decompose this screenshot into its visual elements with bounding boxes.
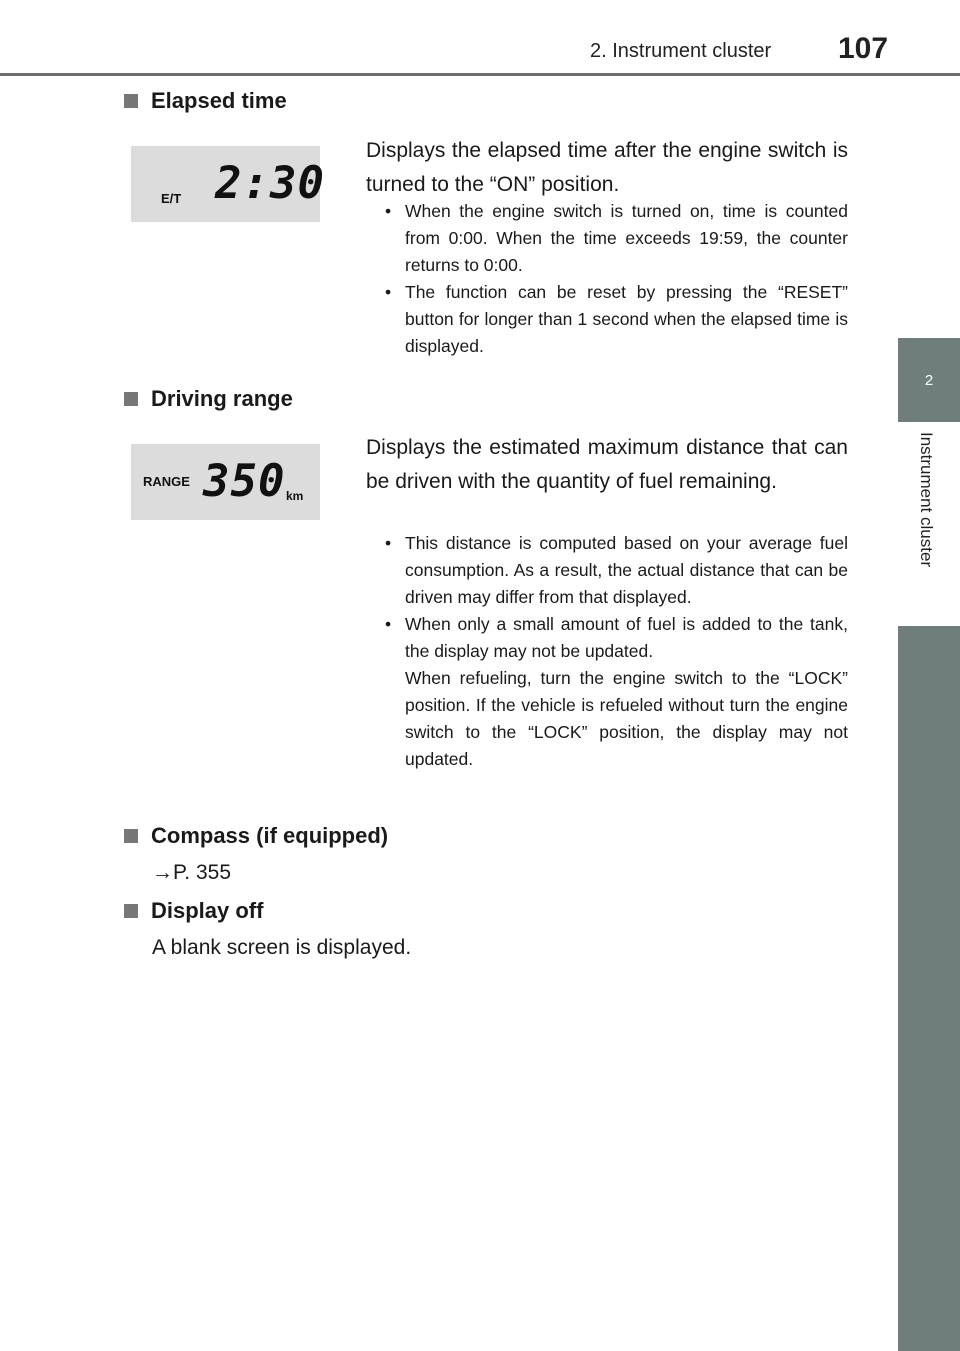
list-item-text: When only a small amount of fuel is added to the tank, the display may not be updated. — [405, 614, 848, 661]
display-digits-et: 2:30 — [215, 158, 325, 209]
chapter-tab-label — [898, 422, 960, 626]
display-label-et: E/T — [161, 191, 182, 206]
elapsed-time-bullets — [405, 198, 848, 360]
chapter-label: Instrument cluster — [917, 432, 936, 568]
list-item — [405, 611, 848, 773]
driving-range-description: Displays the estimated maximum distance that can be driven with the quantity of fuel remaining. — [366, 436, 848, 493]
square-bullet-icon — [124, 829, 138, 843]
compass-page-reference: →P. 355 — [152, 861, 232, 884]
list-item: • When the engine switch is turned on, time is counted from 0:00. When the time exceeds 19:59, the counter returns to 0:00. — [405, 198, 848, 279]
heading-driving-range: Driving range — [124, 386, 293, 412]
chapter-number: 2 — [924, 371, 934, 389]
square-bullet-icon — [124, 94, 138, 108]
heading-elapsed-time: Elapsed time — [124, 88, 287, 114]
display-digits-range: 350 — [203, 456, 286, 507]
display-label-range: RANGE — [143, 474, 190, 489]
list-item-continuation: When refueling, turn the engine switch to the “LOCK” position. If the vehicle is refueled without turn the engine switch to the “LOCK” position, the display may not updated. — [405, 668, 848, 769]
chapter-tab-bar — [898, 626, 960, 1351]
square-bullet-icon — [124, 904, 138, 918]
elapsed-time-display-image — [131, 146, 325, 222]
chapter-tab-number — [898, 338, 960, 422]
list-item: • This distance is computed based on your average fuel consumption. As a result, the actual distance that can be driven may differ from that displayed. — [405, 530, 848, 611]
page-number: 107 — [838, 32, 889, 65]
list-item: • The function can be reset by pressing the “RESET” button for longer than 1 second when the elapsed time is displayed. — [405, 279, 848, 360]
driving-range-display-image — [131, 444, 320, 520]
display-off-description: A blank screen is displayed. — [152, 936, 412, 959]
square-bullet-icon — [124, 392, 138, 406]
header-section-title: 2. Instrument cluster — [590, 40, 772, 62]
driving-range-bullets — [405, 530, 848, 773]
elapsed-time-description: Displays the elapsed time after the engine switch is turned to the “ON” position. — [366, 139, 848, 196]
display-unit-km: km — [286, 489, 304, 503]
heading-compass: Compass (if equipped) — [124, 823, 388, 849]
header-rule — [0, 73, 960, 76]
heading-display-off: Display off — [124, 898, 263, 924]
